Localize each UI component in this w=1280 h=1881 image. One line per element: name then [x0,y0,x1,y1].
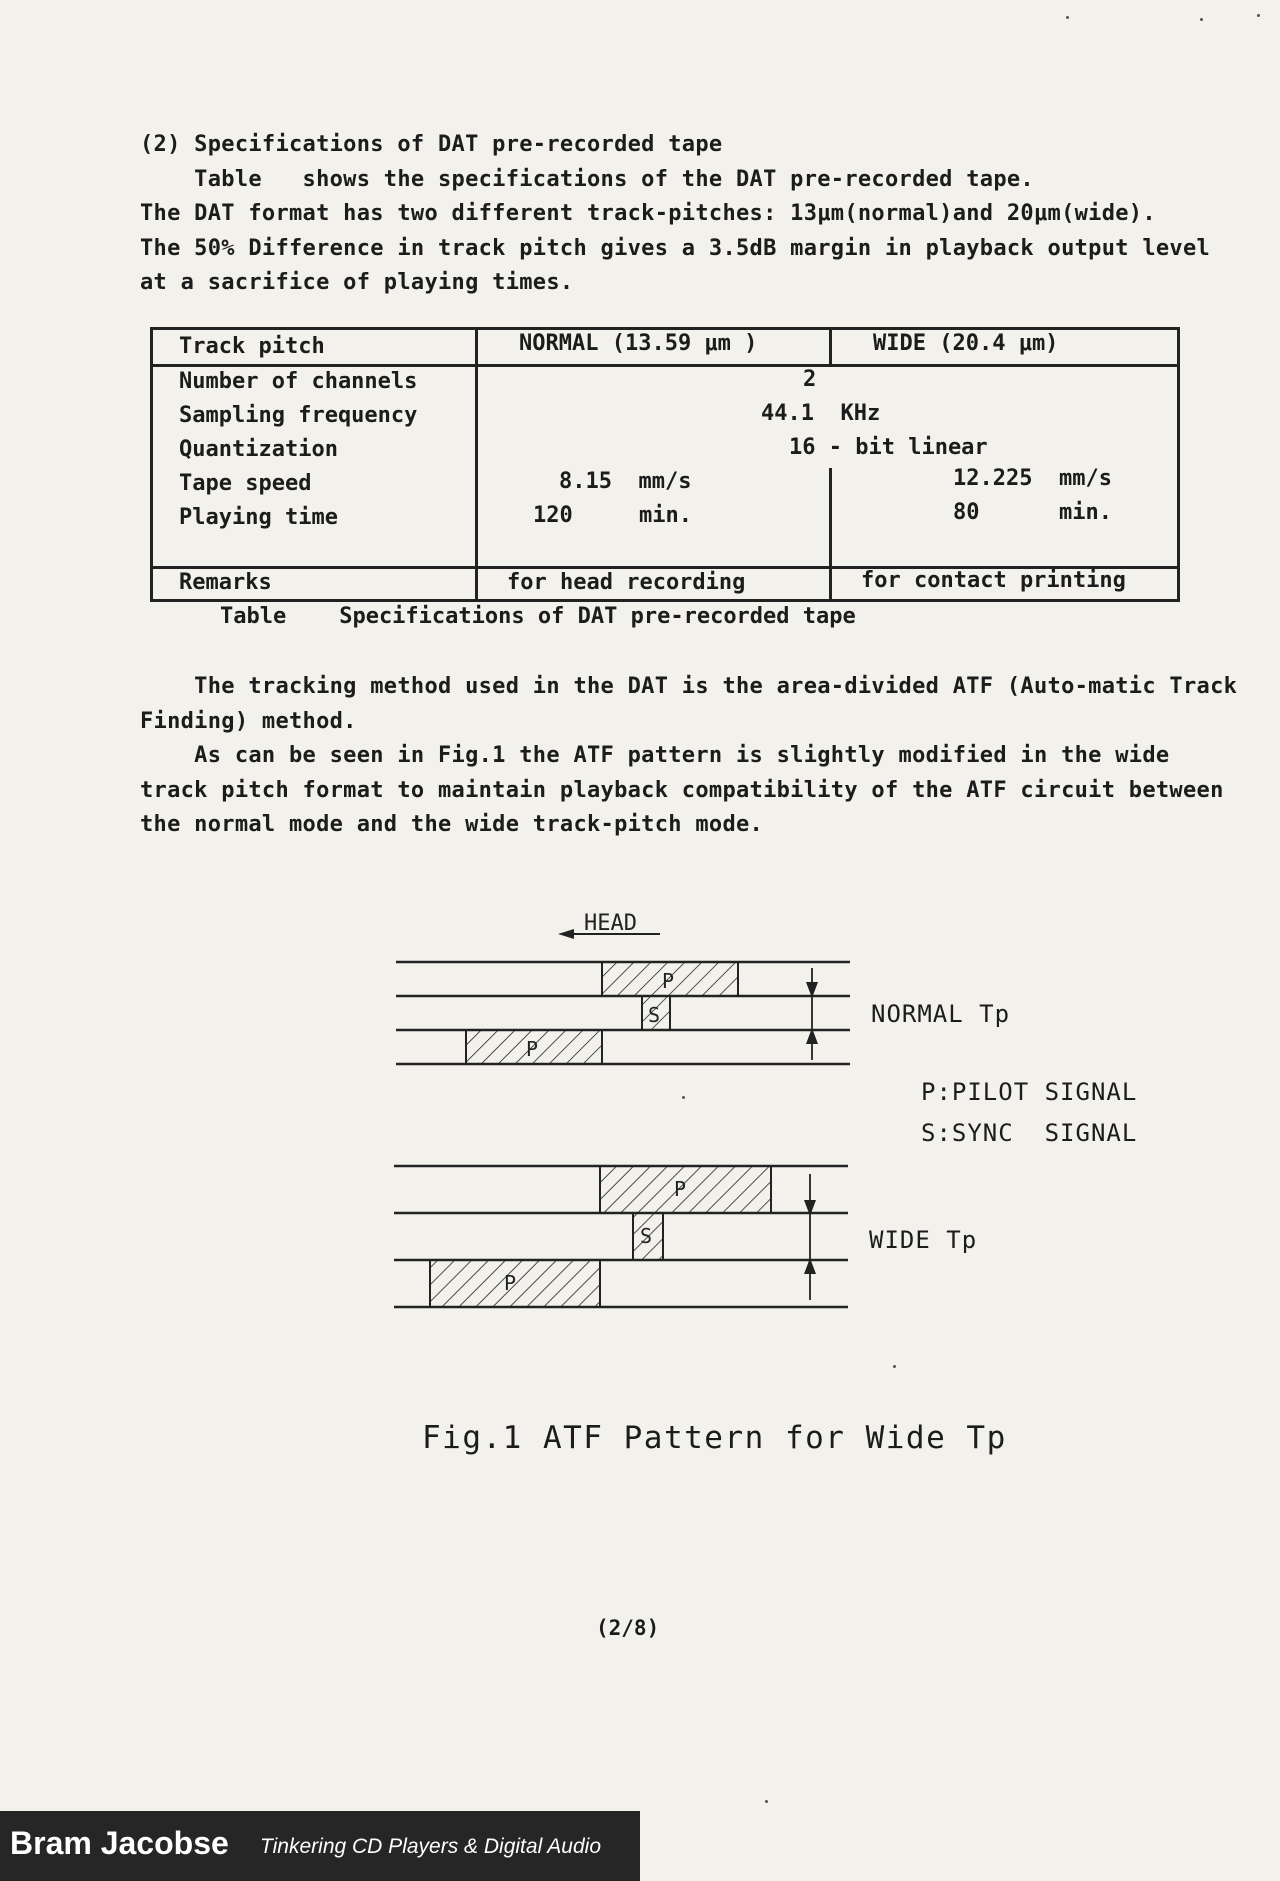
row-value-quantization: 16 - bit linear [789,435,988,460]
sync-legend: S:SYNC SIGNAL [921,1119,1138,1147]
scan-speck [893,1365,896,1368]
scan-speck [682,1096,685,1099]
header-normal: NORMAL (13.59 μm ) [519,331,758,356]
row-wide-playing-time: 80 min. [953,500,1112,525]
row-normal-tape-speed: 8.15 mm/s [559,469,692,494]
body-line: Finding) method. [140,708,357,734]
watermark-banner [0,1811,640,1881]
row-label-sampling: Sampling frequency [179,403,418,428]
row-value-channels: 2 [803,367,817,392]
body-line: track pitch format to maintain playback compatibility of the ATF circuit between [140,777,1224,803]
section-text [140,128,1210,301]
row-label-playing-time: Playing time [179,505,338,530]
section-line: The DAT format has two different track-pitches: 13μm(normal)and 20μm(wide). [140,201,1156,226]
pilot-legend: P:PILOT SIGNAL [921,1078,1138,1106]
watermark-name: Bram Jacobse [10,1825,229,1861]
row-normal-playing-time: 120 min. [533,503,692,528]
row-wide-tape-speed: 12.225 mm/s [953,466,1112,491]
body-text [140,670,1237,843]
watermark-tagline: Tinkering CD Players & Digital Audio [260,1835,602,1858]
pilot-mark: P [674,1177,687,1201]
table-divider [829,330,832,366]
pilot-mark: P [504,1271,517,1295]
arrow-head-icon [558,929,574,939]
row-value-sampling: 44.1 KHz [761,401,881,426]
wide-tp-label: WIDE Tp [869,1226,978,1254]
scan-speck [1200,18,1203,21]
atf-pattern-figure [390,900,870,1340]
table-caption: Table Specifications of DAT pre-recorded tape [220,604,856,629]
section-line: Table shows the specifications of the DAT pre-recorded tape. [140,166,1034,192]
head-label: HEAD [584,911,637,936]
wide-track-pattern [394,1166,848,1307]
section-heading: (2) Specifications of DAT pre-recorded tape [140,132,723,157]
remarks-label: Remarks [179,570,272,595]
scan-speck [1257,14,1260,17]
page-number: (2/8) [596,1616,660,1640]
body-line: The tracking method used in the DAT is the area-divided ATF (Auto-matic Track [140,674,1238,699]
section-line: at a sacrifice of playing times. [140,270,574,295]
spec-table [150,327,1180,602]
table-divider [829,468,832,599]
pilot-mark: P [662,969,675,993]
normal-track-pattern [396,962,850,1064]
body-line: As can be seen in Fig.1 the ATF pattern is slightly modified in the wide [140,743,1170,768]
remarks-wide: for contact printing [861,568,1126,593]
header-wide: WIDE (20.4 μm) [873,331,1059,356]
pilot-mark: P [526,1037,539,1061]
row-label-channels: Number of channels [179,369,418,394]
row-label-quantization: Quantization [179,437,338,462]
scan-speck [765,1800,768,1803]
remarks-normal: for head recording [507,570,746,595]
table-divider [475,330,478,599]
header-track-pitch: Track pitch [179,334,325,359]
body-line: the normal mode and the wide track-pitch mode. [140,812,764,837]
sync-mark: S [640,1224,653,1248]
normal-tp-label: NORMAL Tp [871,1000,1011,1028]
sync-mark: S [648,1003,661,1027]
figure-caption: Fig.1 ATF Pattern for Wide Tp [422,1420,1007,1456]
section-line: The 50% Difference in track pitch gives a 3.5dB margin in playback output level [140,235,1211,261]
scan-speck [1066,16,1069,19]
row-label-tape-speed: Tape speed [179,471,312,496]
